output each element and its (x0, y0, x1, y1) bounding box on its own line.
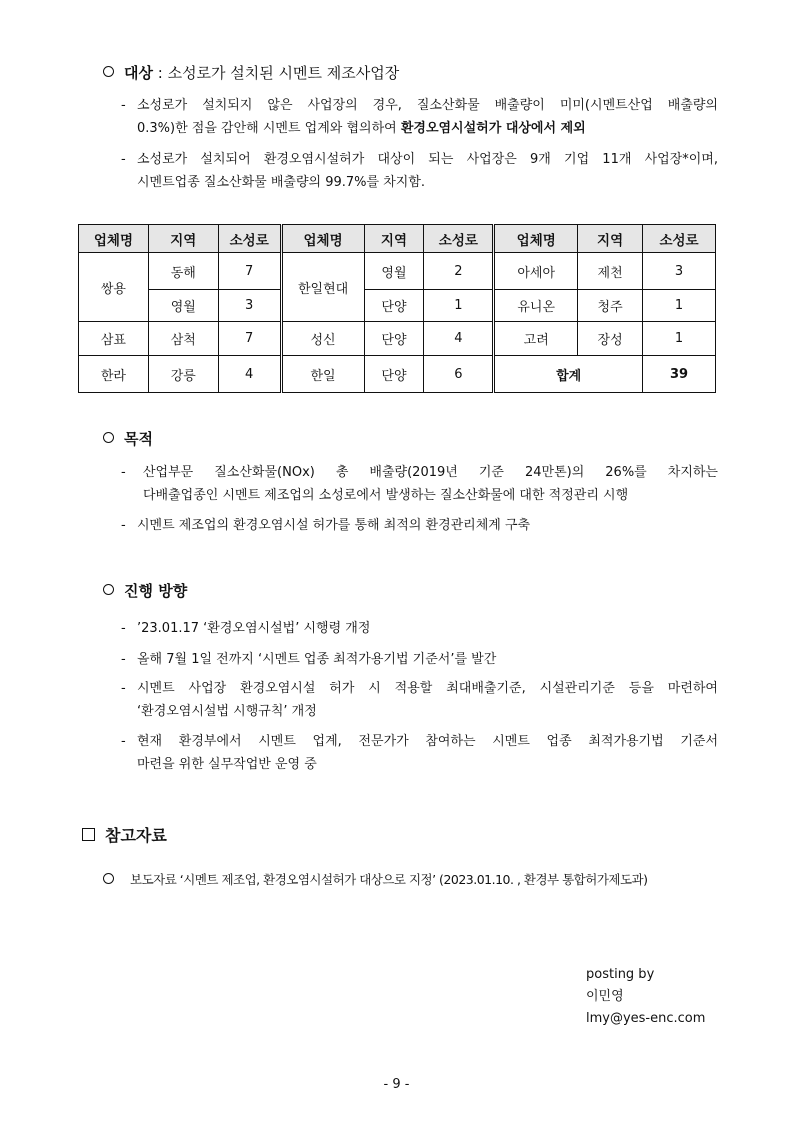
references-heading: 참고자료 (82, 823, 167, 846)
progress-bullet-4: - 현재 환경부에서 시멘트 업계, 전문가가 참여하는 시멘트 업종 최적가용기법 기준서 마련을 위한 실무작업반 운영 중 (121, 734, 718, 772)
progress-bullet-3: - 시멘트 사업장 환경오염시설 허가 시 적용할 최대배출기준, 시설관리기준 등을 마련하여 ‘환경오염시설법 시행규칙’ 개정 (121, 681, 718, 719)
signature-author: 이민영 (586, 989, 624, 1004)
signature-email: lmy@yes-enc.com (586, 1011, 706, 1026)
reference-item: 보도자료 ‘시멘트 제조업, 환경오염시설허가 대상으로 지정’ (2023.01.10. , 환경부 통합허가제도과) (103, 870, 648, 888)
circle-bullet-icon (103, 432, 114, 443)
table-total-value: 39 (643, 356, 716, 393)
signature (586, 964, 705, 1030)
purpose-bullet-2: - 시멘트 제조업의 환경오염시설 허가를 통해 최적의 환경관리체계 구축 (121, 518, 531, 533)
target-bullet-2-line1: 소성로가 설치되어 환경오염시설허가 대상이 되는 사업장은 9개 기업 11개 사업장*이며, (137, 152, 718, 167)
table-row: 영월 3 단양 1 유니온 청주 1 (79, 290, 716, 322)
target-bullet-2-line2: 시멘트업종 질소산화물 배출량의 99.7%를 차지함. (137, 175, 426, 190)
circle-bullet-icon (103, 584, 114, 595)
section-purpose-heading: 목적 (103, 428, 153, 449)
table-row: 한라 강릉 4 한일 단양 6 합계 39 (79, 356, 716, 393)
page-number: - 9 - (383, 1077, 410, 1092)
circle-bullet-icon (103, 66, 114, 77)
table-total-label: 합계 (494, 356, 643, 393)
cement-plant-table (78, 224, 716, 393)
square-bullet-icon (82, 828, 95, 841)
target-bullet-1-line2: 0.3%)한 점을 감안해 시멘트 업계와 협의하여 환경오염시설허가 대상에서 제외 (137, 121, 586, 136)
signature-posting-by: posting by (586, 967, 655, 982)
section-progress-heading: 진행 방향 (103, 580, 187, 601)
target-bullet-1-line1: 소성로가 설치되지 않은 사업장의 경우, 질소산화물 배출량이 미미(시멘트산업 배출량의 (137, 98, 718, 113)
target-bullet-2: - 소성로가 설치되어 환경오염시설허가 대상이 되는 사업장은 9개 기업 11개 사업장*이며, 시멘트업종 질소산화물 배출량의 99.7%를 차지함. (121, 148, 718, 194)
purpose-bullet-1-line2: 다배출업종인 시멘트 제조업의 소성로에서 발생하는 질소산화물에 대한 적정관리 시행 (143, 488, 629, 503)
table-row: 삼표 삼척 7 성신 단양 4 고려 장성 1 (79, 322, 716, 356)
circle-bullet-icon (103, 873, 114, 884)
progress-bullet-1: - ’23.01.17 ‘환경오염시설법’ 시행령 개정 (121, 621, 371, 636)
progress-bullet-2: - 올해 7월 1일 전까지 ‘시멘트 업종 최적가용기법 기준서’를 발간 (121, 652, 497, 667)
purpose-bullet-1-line1: 산업부문 질소산화물(NOx) 총 배출량(2019년 기준 24만톤)의 26%를 차지하는 (143, 465, 718, 480)
target-bullet-1: - 소성로가 설치되지 않은 사업장의 경우, 질소산화물 배출량이 미미(시멘트산업 배출량의 0.3%)한 점을 감안해 시멘트 업계와 협의하여 환경오염시설허가 대상에서 제외 (121, 94, 718, 140)
section-target-heading: 대상 : 소성로가 설치된 시멘트 제조사업장 (103, 62, 399, 83)
table-row: 쌍용 동해 7 한일현대 영월 2 아세아 제천 3 (79, 253, 716, 290)
purpose-bullet-1: - 산업부문 질소산화물(NOx) 총 배출량(2019년 기준 24만톤)의 26%를 차지하는 다배출업종인 시멘트 제조업의 소성로에서 발생하는 질소산화물에 대한 적정관리 시행 (121, 461, 718, 507)
table-header-row: 업체명 지역 소성로 업체명 지역 소성로 업체명 지역 소성로 (79, 225, 716, 253)
